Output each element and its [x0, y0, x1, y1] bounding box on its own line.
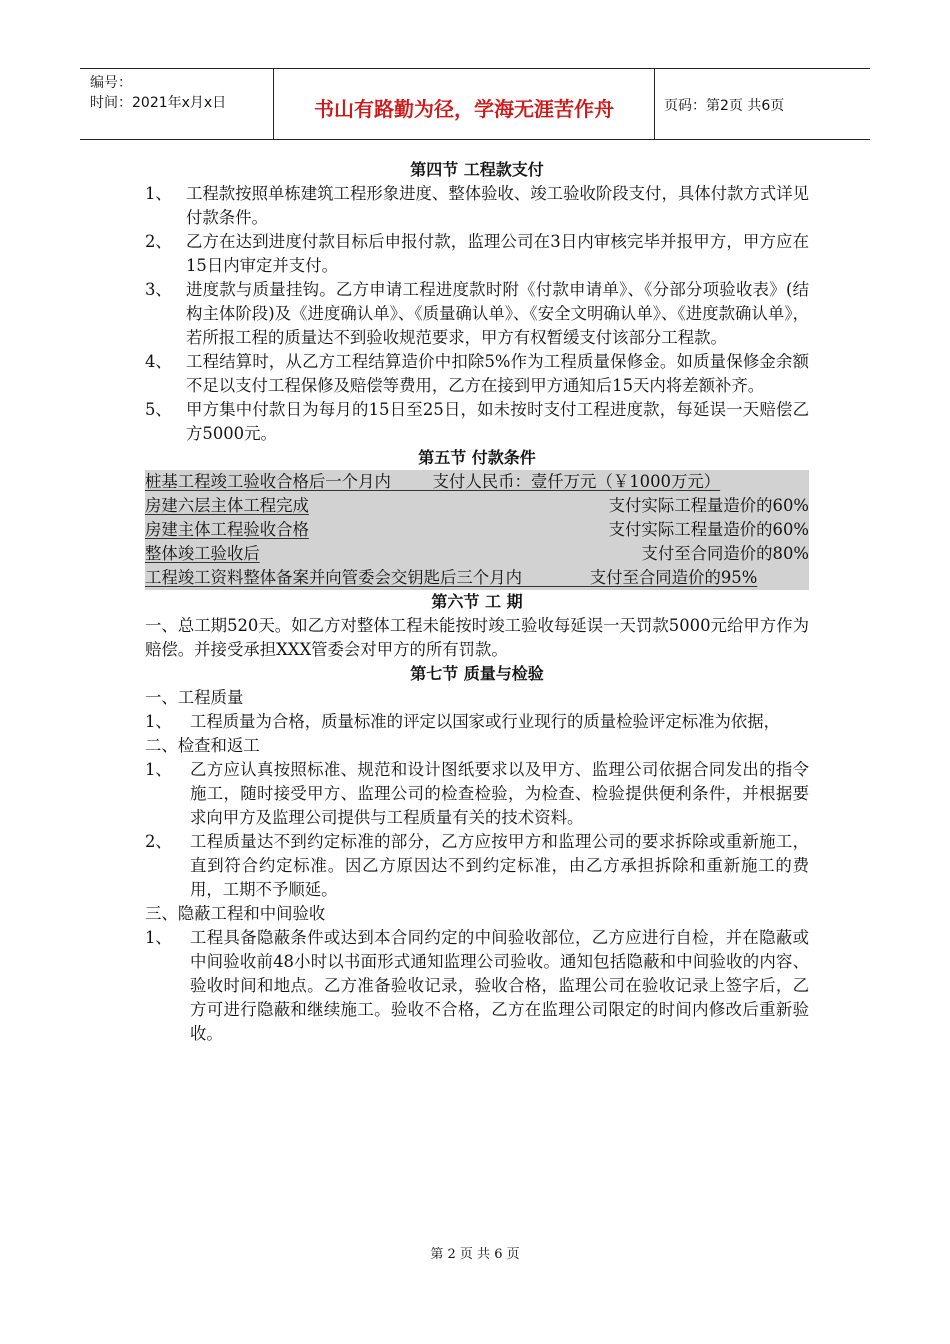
item-number: 4、 — [145, 352, 172, 371]
payment-row — [145, 518, 809, 542]
subsection-heading: 一、工程质量 — [145, 688, 244, 707]
payment-condition: 整体竣工验收后 — [145, 544, 260, 563]
payment-row — [145, 542, 809, 566]
item-number: 2、 — [145, 832, 172, 851]
payment-condition: 桩基工程竣工验收合格后一个月内 — [145, 472, 391, 491]
item-text: 乙方在达到进度付款目标后申报付款，监理公司在3日内审核完毕并报甲方，甲方应在15日内审定并支付。 — [186, 232, 809, 275]
payment-row — [145, 494, 809, 518]
document-time: 时间：2021年x月x日 — [90, 95, 227, 111]
payment-amount: 支付至合同造价的95% — [589, 568, 758, 587]
subsection-heading: 二、检查和返工 — [145, 736, 260, 755]
payment-row — [145, 470, 809, 494]
item-text: 工程结算时，从乙方工程结算造价中扣除5%作为工程质量保修金。如质量保修金余额不足以支付工程保修及赔偿等费用，乙方在接到甲方通知后15天内将差额补齐。 — [186, 352, 809, 395]
item-text: 乙方应认真按照标准、规范和设计图纸要求以及甲方、监理公司依据合同发出的指令施工，随时接受甲方、监理公司的检查检验，为检查、检验提供便利条件，并根据要求向甲方及监理公司提供与工程质量有关的技术资料。 — [190, 760, 809, 827]
item-text: 工程具备隐蔽条件或达到本合同约定的中间验收部位，乙方应进行自检，并在隐蔽或中间验收前48小时以书面形式通知监理公司验收。通知包括隐蔽和中间验收的内容、验收时间和地点。乙方准备验收记录，验收合格，监理公司在验收记录上签字后，乙方可进行隐蔽和继续施工。验收不合格，乙方在监理公司限定的时间内修改后重新验收。 — [190, 928, 809, 1043]
section-7-title: 第七节 质量与检验 — [410, 664, 544, 683]
document-body — [145, 158, 809, 1046]
payment-row — [145, 566, 809, 590]
payment-amount: 支付至合同造价的80% — [641, 544, 809, 563]
page-header — [80, 68, 870, 140]
list-item — [145, 182, 809, 230]
header-motto: 书山有路勤为径，学海无涯苦作舟 — [314, 97, 614, 121]
item-text: 进度款与质量挂钩。乙方申请工程进度款时附《付款申请单》、《分部分项验收表》(结构主体阶段)及《进度确认单》、《质量确认单》、《安全文明确认单》、《进度款确认单》，若所报工程的质量达不到验收规范要求，甲方有权暂缓支付该部分工程款。 — [186, 280, 809, 347]
header-meta — [90, 73, 226, 113]
list-item — [145, 398, 809, 446]
section-6-title: 第六节 工 期 — [431, 592, 523, 611]
item-number: 1、 — [145, 760, 172, 779]
header-divider — [654, 69, 655, 139]
list-item — [145, 926, 809, 1046]
header-divider — [273, 69, 274, 139]
section-5-title: 第五节 付款条件 — [418, 448, 536, 467]
list-item — [145, 830, 809, 902]
item-number: 2、 — [145, 232, 172, 251]
construction-period-text: 一、总工期520天。如乙方对整体工程未能按时竣工验收每延误一天罚款5000元给甲方作为赔偿。并接受承担XXX管委会对甲方的所有罚款。 — [145, 616, 809, 659]
item-text: 工程质量为合格，质量标准的评定以国家或行业现行的质量检验评定标准为依据， — [190, 712, 781, 731]
payment-condition: 房建主体工程验收合格 — [145, 520, 309, 539]
payment-condition: 工程竣工资料整体备案并向管委会交钥匙后三个月内 — [145, 568, 522, 587]
item-number: 3、 — [145, 280, 172, 299]
list-item — [145, 230, 809, 278]
payment-condition: 房建六层主体工程完成 — [145, 496, 309, 515]
payment-amount: 支付人民币：壹仟万元（￥1000万元） — [432, 472, 721, 491]
document-number: 编号： — [90, 75, 132, 91]
item-number: 1、 — [145, 928, 172, 947]
section-4-title: 第四节 工程款支付 — [410, 160, 544, 179]
payment-amount: 支付实际工程量造价的60% — [608, 520, 809, 539]
item-number: 1、 — [145, 712, 172, 731]
list-item — [145, 758, 809, 830]
page-footer: 第 2 页 共 6 页 — [430, 1247, 520, 1262]
item-text: 甲方集中付款日为每月的15日至25日，如未按时支付工程进度款，每延误一天赔偿乙方5000元。 — [186, 400, 809, 443]
item-text: 工程款按照单栋建筑工程形象进度、整体验收、竣工验收阶段支付，具体付款方式详见付款条件。 — [186, 184, 809, 227]
item-number: 5、 — [145, 400, 172, 419]
list-item — [145, 350, 809, 398]
payment-amount: 支付实际工程量造价的60% — [608, 496, 809, 515]
item-text: 工程质量达不到约定标准的部分，乙方应按甲方和监理公司的要求拆除或重新施工，直到符合约定标准。因乙方原因达不到约定标准，由乙方承担拆除和重新施工的费用，工期不予顺延。 — [190, 832, 809, 899]
item-number: 1、 — [145, 184, 172, 203]
header-page-number: 页码：第2页 共6页 — [664, 98, 785, 114]
subsection-heading: 三、隐蔽工程和中间验收 — [145, 904, 326, 923]
list-item — [145, 278, 809, 350]
list-item — [145, 710, 809, 734]
